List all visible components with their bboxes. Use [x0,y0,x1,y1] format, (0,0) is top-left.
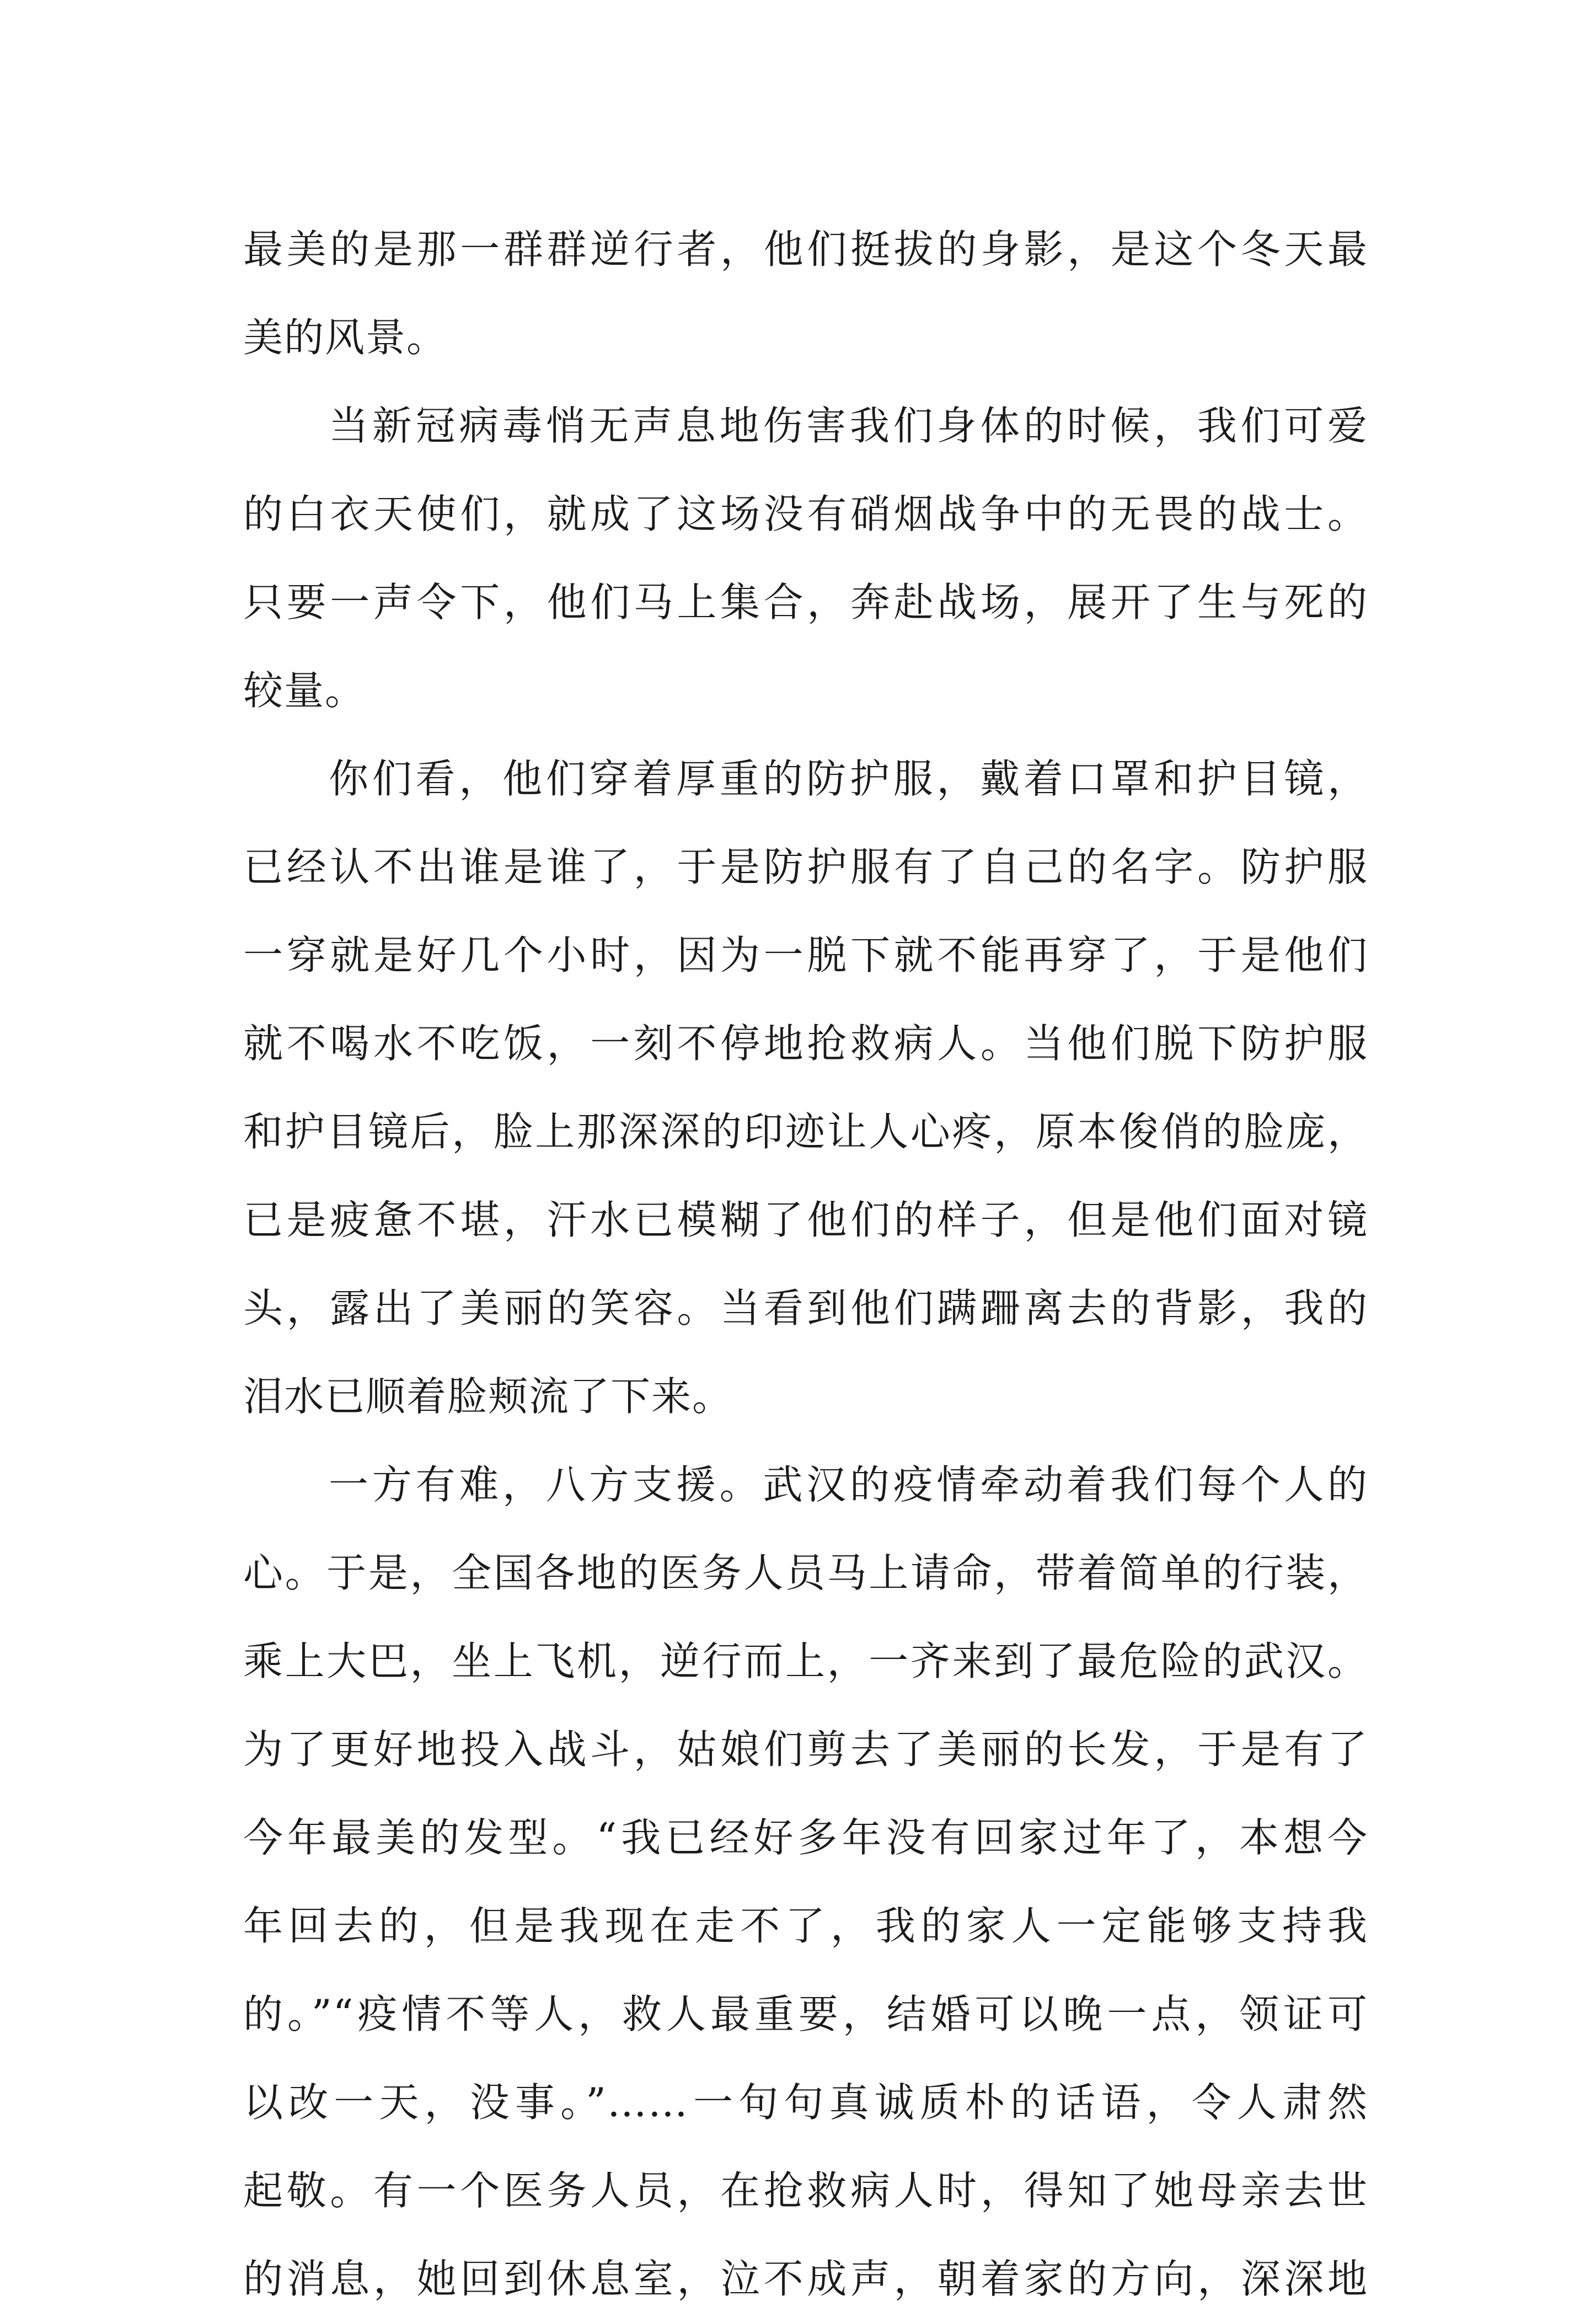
text-line: 美的风景。 [243,314,448,361]
text-line: 已是疲惫不堪，汗水已模糊了他们的样子，但是他们面对镜 [243,1197,1368,1243]
text-line: 一方有难，八方支援。武汉的疫情牵动着我们每个人的 [329,1462,1368,1508]
text-line: 和护目镜后，脸上那深深的印迹让人心疼，原本俊俏的脸庞， [243,1109,1368,1155]
text-line: 今年最美的发型。“我已经好多年没有回家过年了，本想今 [243,1814,1368,1861]
text-line: 头，露出了美丽的笑容。当看到他们蹒跚离去的背影，我的 [243,1285,1368,1331]
text-line: 的。”“疫情不等人，救人最重要，结婚可以晚一点，领证可 [243,1991,1368,2037]
text-line: 起敬。有一个医务人员，在抢救病人时，得知了她母亲去世 [243,2167,1368,2214]
text-line: 只要一声令下，他们马上集合，奔赴战场，展开了生与死的 [243,579,1368,625]
text-line: 你们看，他们穿着厚重的防护服，戴着口罩和护目镜， [329,756,1368,802]
text-line: 泪水已顺着脸颊流了下来。 [243,1373,733,1420]
text-line: 心。于是，全国各地的医务人员马上请命，带着简单的行装， [243,1550,1368,1596]
text-line: 当新冠病毒悄无声息地伤害我们身体的时候，我们可爱 [329,403,1368,449]
text-line: 就不喝水不吃饭，一刻不停地抢救病人。当他们脱下防护服 [243,1020,1368,1067]
text-line: 较量。 [243,667,366,714]
document-body [243,205,1368,2323]
text-line: 的消息，她回到休息室，泣不成声，朝着家的方向，深深地 [243,2256,1368,2302]
text-line: 为了更好地投入战斗，姑娘们剪去了美丽的长发，于是有了 [243,1726,1368,1773]
text-line: 以改一天，没事。”……一句句真诚质朴的话语，令人肃然 [243,2079,1368,2126]
text-line: 已经认不出谁是谁了，于是防护服有了自己的名字。防护服 [243,844,1368,890]
text-line: 一穿就是好几个小时，因为一脱下就不能再穿了，于是他们 [243,932,1368,978]
text-line: 乘上大巴，坐上飞机，逆行而上，一齐来到了最危险的武汉。 [243,1638,1368,1684]
text-line: 最美的是那一群群逆行者，他们挺拔的身影，是这个冬天最 [243,226,1368,272]
text-line: 的白衣天使们，就成了这场没有硝烟战争中的无畏的战士。 [243,491,1368,537]
text-line: 年回去的，但是我现在走不了，我的家人一定能够支持我 [243,1903,1368,1949]
